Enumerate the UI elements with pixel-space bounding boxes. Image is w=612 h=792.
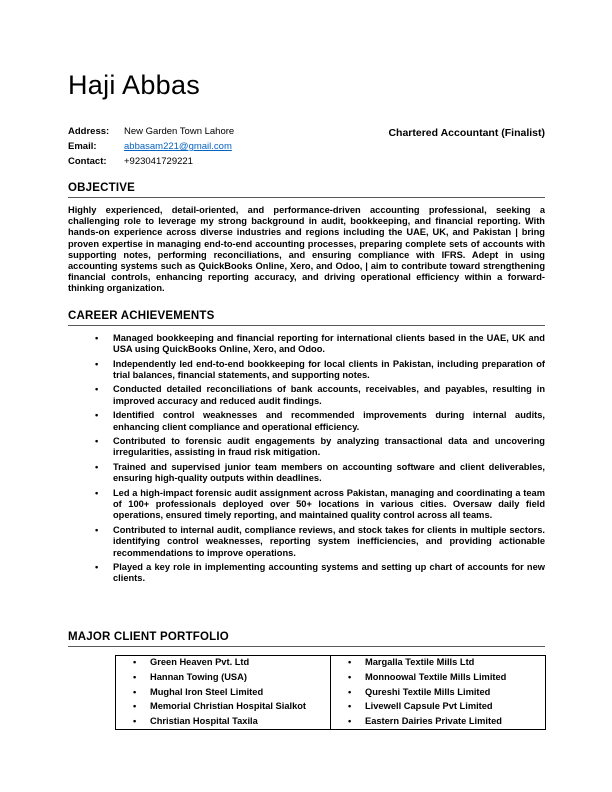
achievements-section (68, 310, 545, 585)
contact-header (68, 126, 545, 167)
designation: Chartered Accountant (Finalist) (388, 127, 545, 139)
client-name: Hannan Towing (USA) (150, 672, 247, 683)
achievement-text: Trained and supervised junior team members on accounting software and client deliverables, ensuring high-quality outputs within deadlines. (113, 462, 545, 484)
client-cell (331, 672, 541, 683)
achievement-item (95, 436, 545, 458)
section-heading-achievements: CAREER ACHIEVEMENTS (68, 310, 545, 326)
portfolio-section (68, 631, 545, 730)
achievement-text: Led a high-impact forensic audit assignment across Pakistan, managing and coordinating a team of 100+ professionals deployed over 50+ locations in various cities. Oversaw daily field operations, ensured timely reporting, and maintained quality control across all teams. (113, 488, 545, 521)
email-link[interactable]: abbasam221@gmail.com (124, 141, 232, 152)
bullet-icon (95, 488, 113, 522)
bullet-icon (348, 701, 365, 712)
objective-section (68, 182, 545, 295)
client-name: Livewell Capsule Pvt Limited (365, 701, 493, 712)
bullet-icon (348, 657, 365, 668)
client-table (115, 655, 546, 730)
achievement-text: Contributed to internal audit, compliance reviews, and stock takes for clients in multiple sectors. identifying control weaknesses, reporting system inefficiencies, and providing actionable recommendations to improve operations. (113, 525, 545, 558)
client-cell (116, 716, 326, 727)
table-row (116, 714, 546, 729)
client-name: Memorial Christian Hospital Sialkot (150, 701, 307, 712)
objective-text: Highly experienced, detail-oriented, and performance-driven accounting professional, seeking a challenging role to leverage my strong background in audit, bookkeeping, and financial reporting. With hands-on experience across diverse industries and regions including the UAE, UK, and Pakistan | bring proven expertise in managing end-to-end accounting processes, preparing complete sets of accounts with supporting notes, performing reconciliations, and ensuring compliance with IFRS. Adept in using accounting systems such as QuickBooks Online, Xero, and Odoo, | aim to contribute toward strengthening financial controls, enhancing reporting accuracy, and driving operational efficiency within a forward-thinking organization. (68, 205, 545, 294)
achievement-item (95, 488, 545, 522)
bullet-icon (133, 687, 150, 698)
bullet-icon (95, 384, 113, 406)
achievement-item (95, 333, 545, 355)
bullet-icon (133, 701, 150, 712)
bullet-icon (95, 525, 113, 559)
achievement-text: Independently led end-to-end bookkeeping for local clients in Pakistan, including preparation of trial balances, financial statements, and supporting notes. (113, 358, 545, 380)
achievement-text: Conducted detailed reconciliations of bank accounts, receivables, and payables, resulting in improved accuracy and reduced audit findings. (113, 384, 545, 406)
client-cell (331, 701, 541, 712)
achievement-item (95, 359, 545, 381)
section-heading-portfolio: MAJOR CLIENT PORTFOLIO (68, 631, 545, 647)
client-cell (116, 672, 326, 683)
phone-value: +923041729221 (124, 156, 193, 167)
bullet-icon (133, 672, 150, 683)
client-cell (331, 657, 541, 668)
achievement-text: Contributed to forensic audit engagements by analyzing transactional data and uncovering irregularities, assisting in fraud risk mitigation. (113, 436, 545, 458)
bullet-icon (95, 462, 113, 484)
address-value: New Garden Town Lahore (124, 126, 235, 137)
bullet-icon (95, 359, 113, 381)
client-name: Eastern Dairies Private Limited (365, 715, 502, 726)
client-cell (331, 716, 541, 727)
achievements-list (95, 333, 545, 585)
client-cell (116, 657, 326, 668)
bullet-icon (133, 657, 150, 668)
bullet-icon (348, 687, 365, 698)
achievement-text: Managed bookkeeping and financial reporting for international clients based in the UAE, UK and USA using QuickBooks Online, Xero, and Odoo. (113, 332, 545, 354)
bullet-icon (95, 333, 113, 355)
achievement-item (95, 562, 545, 584)
achievement-item (95, 462, 545, 484)
client-name: Green Heaven Pvt. Ltd (150, 657, 250, 668)
client-name: Christian Hospital Taxila (150, 715, 258, 726)
bullet-icon (133, 716, 150, 727)
client-name: Mughal Iron Steel Limited (150, 686, 264, 697)
achievement-text: Played a key role in implementing accounting systems and setting up chart of accounts for new clients. (113, 562, 545, 584)
person-name: Haji Abbas (68, 70, 201, 100)
section-heading-objective: OBJECTIVE (68, 182, 545, 198)
achievement-text: Identified control weaknesses and recommended improvements during internal audits, enhancing client compliance and operational efficiency. (113, 410, 545, 432)
table-row (116, 655, 546, 670)
bullet-icon (95, 410, 113, 432)
client-cell (116, 687, 326, 698)
achievement-item (95, 525, 545, 559)
contact-block (68, 126, 234, 167)
client-cell (331, 687, 541, 698)
bullet-icon (348, 716, 365, 727)
table-row (116, 699, 546, 714)
email-label: Email: (68, 141, 97, 152)
bullet-icon (95, 562, 113, 584)
table-row (116, 685, 546, 700)
client-name: Margalla Textile Mills Ltd (365, 657, 475, 668)
table-row (116, 670, 546, 685)
phone-label: Contact: (68, 156, 107, 167)
achievement-item (95, 384, 545, 406)
bullet-icon (95, 436, 113, 458)
client-cell (116, 701, 326, 712)
client-name: Qureshi Textile Mills Limited (365, 686, 491, 697)
bullet-icon (348, 672, 365, 683)
address-label: Address: (68, 126, 110, 137)
client-name: Monnoowal Textile Mills Limited (365, 672, 507, 683)
achievement-item (95, 410, 545, 432)
